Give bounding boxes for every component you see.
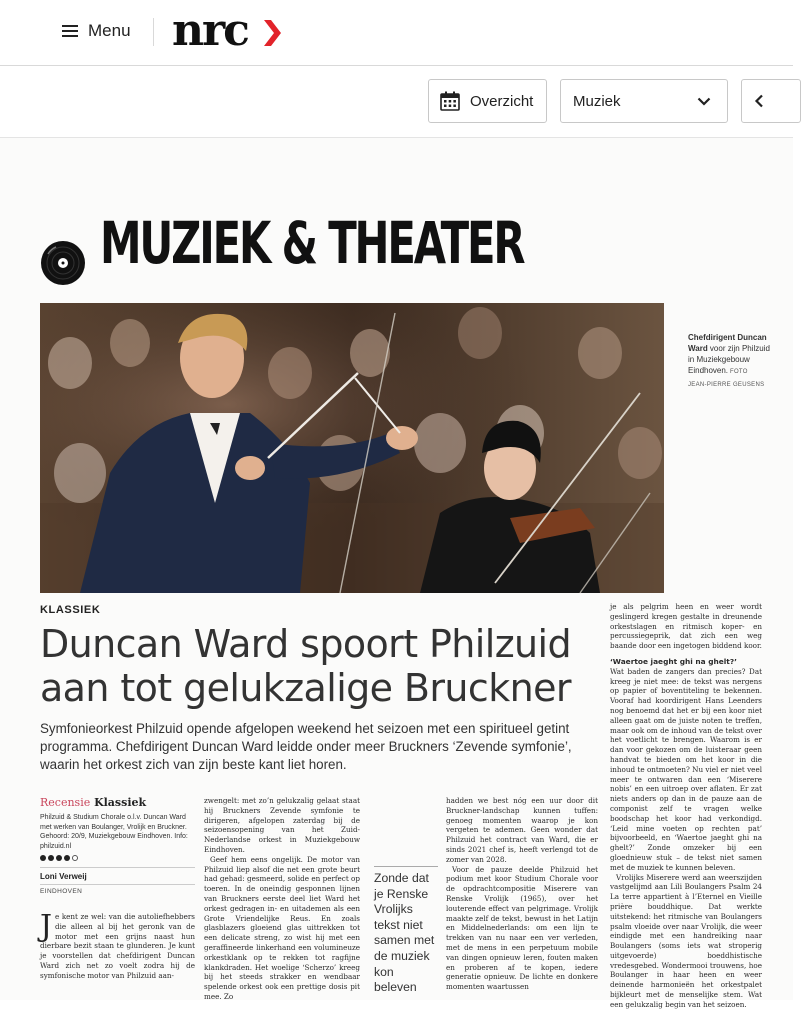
- star-filled-icon: [40, 855, 46, 861]
- caption-text: voor zijn Philzuid in Muziekgebouw Eindhoven.: [688, 344, 770, 375]
- pull-quote: Zonde dat je Renske Vrolijks tekst niet samen met de muziek kon beleven: [374, 866, 438, 996]
- review-meta: Philzuid & Studium Chorale o.l.v. Duncan Ward met werken van Boulanger, Vrolijk en Bruckner. Gehoord: 20/9, Muziekgebouw Eindhoven. Info: philzuid.nl: [40, 814, 188, 850]
- article-column-3: [446, 796, 598, 992]
- review-author: Loni Verweij: [40, 867, 195, 881]
- column-2-paragraph-1: zwengelt: met zo’n gelukzalig gelaat staat hij Bruckners Zevende symfonie te dirigeren, afgelopen zaterdag bij de seizoensopening van het Zuid-Nederlandse orkest in Muziekgebouw Eindhoven.: [204, 796, 360, 854]
- column-3-paragraph-1: hadden we best nóg een uur door dit Bruckner-landschap kunnen tuffen: genoeg momenten waarop je kon vergeten te ademen. Geen wonder dat Philzuid het contract van Ward, die er sinds 2021 chef is, heeft verlengd tot de zomer van 2028.: [446, 796, 598, 864]
- previous-page-button[interactable]: [741, 79, 801, 123]
- column-4-paragraph-2: Wat baden de zangers dan precies? Dat kreeg je niet mee: de tekst was nergens op papier of boventiteling te bekennen. Vooraf had koordirigent Hans Leenders nog benoemd dat het er bij een koor niet alleen gaat om de juiste noten te treffen, maar ook om de inhoud van de tekst over het voetlicht te brengen. Waarom is er dan voor gekozen om de luisteraar geen handvat te bieden om het koor in die inhoud te ontmoeten? Nu viel er niet veel meer te ontwaren dan een ‘Miserere nobis’ en een uitroep over aflaten. Er zat niets anders op dan in de pauze aan de componist zelf te vragen welke boodschap het koor had verkondigd. ‘Leid mine voeten op rechten pat’ bijvoorbeeld, en ‘Waertoe jaeght ghi na ghelt?’ Zonde omzeker bij een gloednieuw stuk – de tekst niet samen met de muziek te kunnen beleven.: [610, 666, 762, 872]
- article-column-2: [204, 796, 360, 1002]
- nav-divider: [153, 18, 154, 46]
- chevron-left-icon: [754, 94, 764, 108]
- calendar-icon: [440, 91, 460, 111]
- nrc-logo[interactable]: nrc: [172, 5, 248, 56]
- concert-photo-illustration: [40, 303, 664, 593]
- star-filled-icon: [56, 855, 62, 861]
- column-3-paragraph-2: Voor de pauze deelde Philzuid het podium met koor Studium Chorale voor de opdrachtcompositie Miserere van Renske Vrolijk (1965), over het louterende effect van pelgrimage. Vrolijk maakte zelf de tekst, bewust in het Latijn en Middelnederlands: om een lijn te trekken van nu naar een ver verleden, met de mens in een perpetuum mobile van dingen opnieuw leren, fouten maken en proberen af te kopen, iedere generatie opnieuw. De lichte en donkere momenten waartussen: [446, 864, 598, 992]
- review-label: Recensie: [40, 796, 91, 809]
- review-place: EINDHOVEN: [40, 884, 195, 895]
- rating-stars: [40, 855, 195, 861]
- review-info-box: [40, 796, 195, 895]
- star-empty-icon: [72, 855, 78, 861]
- menu-label: Menu: [88, 21, 131, 40]
- top-navigation-bar: [0, 0, 793, 66]
- menu-button[interactable]: [62, 18, 131, 44]
- photo-caption: [688, 332, 778, 391]
- column-1-text: e kent ze wel: van die autoliefhebbers die alleen al bij het geronk van de motor met een grijns naast hun dierbare bezit staan te glunderen. Je kunt je voorstellen dat chefdirigent Duncan Ward zich net zo voelt zodra hij de symfonische motor van Philzuid aan-: [40, 912, 195, 980]
- star-filled-icon: [48, 855, 54, 861]
- review-category: Klassiek: [90, 796, 147, 809]
- article-column-1: [40, 909, 195, 981]
- caption-credit: JEAN-PIERRE GEUSENS: [688, 382, 765, 388]
- chevron-down-icon: [697, 97, 711, 106]
- overzicht-label: Overzicht: [470, 92, 534, 110]
- column-4-paragraph-3: Vrolijks Miserere werd aan weerszijden vastgelijmd aan Lili Boulangers Psalm 24 La terre appartient à l’Eternel en Vieille prière bouddhique. Dat werkte uitstekend: het ritmische van Boulangers psalm vloeide over naar Vrolijk, die weer eindigde met een handreiking naar Boulangers (soms iets wat stroperig uitgevoerde) boeddhistische vredesgebed. Wondermooi trouwens, hoe Boulanger in haar heen en weer deinende harmonieën het orkestpalet bijkleurt met de menselijke stem. Wat een gelukzalig begin van het seizoen.: [610, 872, 762, 1009]
- article-kicker: KLASSIEK: [40, 604, 101, 616]
- overzicht-button[interactable]: [428, 79, 547, 123]
- edition-toolbar: [0, 66, 793, 138]
- column-4-subhead: ‘Waertoe jaeght ghi na ghelt?’: [610, 656, 737, 666]
- article-column-4: [610, 602, 762, 1010]
- drop-cap: J: [40, 909, 53, 944]
- section-select[interactable]: [560, 79, 728, 123]
- section-select-value: Muziek: [573, 92, 621, 110]
- concert-photo: [40, 303, 664, 593]
- logo-chevron-icon: [262, 18, 282, 48]
- star-filled-icon: [64, 855, 70, 861]
- hamburger-icon: [62, 25, 78, 37]
- review-tag: [40, 796, 195, 809]
- article-lede: Symfonieorkest Philzuid opende afgelopen weekend het seizoen met een spiritueel getint programma. Chefdirigent Duncan Ward leidde onder meer Bruckners ‘Zevende symfonie’, waarin het orkest zich van zijn beste kant liet horen.: [40, 721, 572, 772]
- caption-bold: Chefdirigent Duncan Ward: [688, 333, 767, 353]
- column-2-paragraph-2: Geef hem eens ongelijk. De motor van Philzuid liep alsof die net een grote beurt had gehad: gesmeerd, solide en perfect op toeren. In de oneindig gesponnen lijnen van Bruckners eerste deel liet Ward het orkest gedragen in- en uitademen als een Grote Vriendelijke Reus. En zoals glasblazers gloeiend glas uittrekken tot een delicate streng, zo wist hij met een geraffineerde linkerhand een volumineuze orkestklank op te rekken tot ragfijne klankdraden. Het woelige ‘Scherzo’ kreeg bij het steeds strakker en wendbaar spelende orkest ook een prettige dosis pit mee. Zo: [204, 854, 360, 1001]
- section-title: MUZIEK & THEATER: [100, 209, 524, 277]
- caption-foto-label: FOTO: [728, 369, 748, 375]
- article-headline: Duncan Ward spoort Philzuid aan tot gelukzalige Bruckner: [40, 622, 571, 710]
- column-4-paragraph-1: je als pelgrim heen en weer wordt geslingerd kregen gestalte in dreunende orkestslagen en ritmisch koper- en percussiegeprik, dat zich een weg baande door een ingetogen biddend koor.: [610, 602, 762, 651]
- vinyl-record-icon: [40, 240, 86, 286]
